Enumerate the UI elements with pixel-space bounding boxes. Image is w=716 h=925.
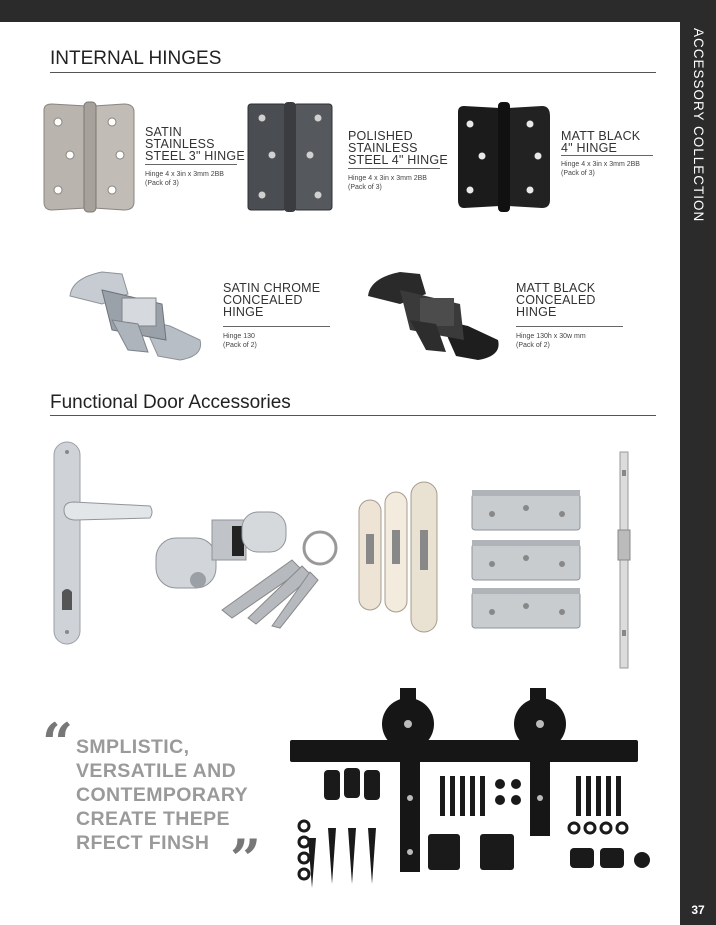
polished-hinge-image	[240, 100, 340, 215]
product-desc-satin-hinge: Hinge 4 x 3in x 3mm 2BB (Pack of 3)	[145, 171, 224, 187]
product-desc-black-concealed-hinge: Hinge 130h x 30w mm (Pack of 2)	[516, 333, 586, 349]
euro-cylinder-keys-image	[152, 500, 342, 630]
product-divider	[561, 155, 653, 156]
product-desc-polished-hinge: Hinge 4 x 3in x 3mm 2BB (Pack of 3)	[348, 175, 427, 191]
black-concealed-hinge-image	[360, 260, 510, 370]
product-divider	[516, 326, 623, 327]
product-divider	[223, 326, 330, 327]
product-title-polished-hinge: POLISHED STAINLESS STEEL 4" HINGE	[348, 129, 448, 167]
latch-plates-image	[355, 480, 445, 640]
product-title-satin-hinge: SATIN STAINLESS STEEL 3" HINGE	[145, 125, 245, 163]
page-number: 37	[691, 903, 705, 917]
open-quote-mark: “	[42, 711, 74, 775]
product-divider	[348, 168, 440, 169]
product-title-matt-black-hinge: MATT BLACK 4" HINGE	[561, 129, 641, 155]
section-divider	[50, 415, 656, 416]
satin-hinge-image	[40, 100, 140, 215]
sidebar-label: ACCESSORY COLLECTION	[691, 28, 706, 223]
chrome-concealed-hinge-image	[62, 260, 212, 370]
top-bar	[0, 0, 716, 22]
product-divider	[145, 164, 237, 165]
section-title-functional-accessories: Functional Door Accessories	[50, 392, 291, 413]
barn-door-kit-image	[290, 688, 670, 888]
quote-text: SMPLISTIC, VERSATILE AND CONTEMPORARY CREATE THEPE RFECT FINSH	[76, 736, 248, 854]
multipoint-lock-image	[612, 450, 636, 670]
lever-handle-image	[50, 440, 160, 650]
section-title-internal-hinges: INTERNAL HINGES	[50, 48, 222, 69]
matt-black-hinge-image	[452, 100, 556, 215]
close-quote-mark: ”	[230, 827, 262, 891]
product-desc-chrome-concealed-hinge: Hinge 130 (Pack of 2)	[223, 333, 257, 349]
product-title-chrome-concealed-hinge: SATIN CHROME CONCEALED HINGE	[223, 281, 321, 319]
product-desc-matt-black-hinge: Hinge 4 x 3in x 3mm 2BB (Pack of 3)	[561, 161, 640, 177]
section-divider	[50, 72, 656, 73]
butt-hinges-image	[468, 488, 584, 636]
product-title-black-concealed-hinge: MATT BLACK CONCEALED HINGE	[516, 281, 596, 319]
